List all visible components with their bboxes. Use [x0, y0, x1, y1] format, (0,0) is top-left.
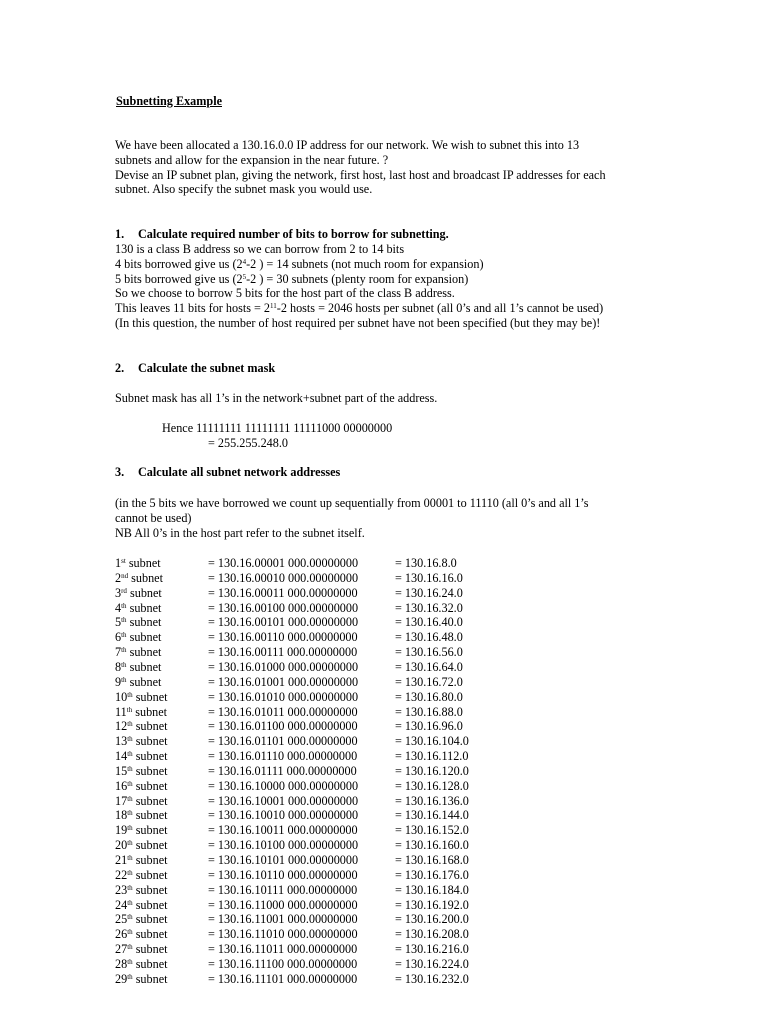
subnet-label: 3rd subnet — [115, 585, 162, 600]
section-heading-text: Calculate all subnet network addresses — [138, 465, 341, 479]
subnet-address: = 130.16.232.0 — [395, 971, 469, 986]
subnet-binary: = 130.16.11010 000.00000000 — [208, 927, 358, 942]
subnet-binary: = 130.16.11001 000.00000000 — [208, 912, 358, 927]
subnet-label: 1st subnet — [115, 556, 161, 570]
subnet-binary: = 130.16.01110 000.00000000 — [208, 749, 358, 764]
subnet-address: = 130.16.152.0 — [395, 823, 469, 838]
subnet-binary: = 130.16.01011 000.00000000 — [208, 704, 358, 719]
body-line: So we choose to borrow 5 bits for the host part of the class B address. — [115, 286, 455, 301]
subnet-label: 29th subnet — [115, 971, 168, 986]
subnet-label: 26th subnet — [115, 927, 168, 942]
intro-line: Devise an IP subnet plan, giving the network, first host, last host and broadcast IP addresses for each — [115, 167, 606, 182]
subnet-address: = 130.16.72.0 — [395, 674, 463, 689]
subnet-binary: = 130.16.10101 000.00000000 — [208, 853, 359, 867]
subnet-label: 18th subnet — [115, 808, 168, 823]
subnet-label: 8th subnet — [115, 659, 162, 674]
subnet-label: 7th subnet — [115, 645, 162, 660]
subnet-label: 4th subnet — [115, 600, 162, 615]
subnet-binary: = 130.16.11000 000.00000000 — [208, 897, 358, 912]
subnet-binary: = 130.16.11100 000.00000000 — [208, 956, 358, 971]
subnet-label: 16th subnet — [115, 778, 168, 793]
subnet-binary: = 130.16.00110 000.00000000 — [208, 630, 358, 645]
subnet-binary: = 130.16.01001 000.00000000 — [208, 674, 359, 689]
subnet-label: 12th subnet — [115, 719, 168, 734]
subnet-label: 23th subnet — [115, 882, 168, 897]
subnet-address: = 130.16.128.0 — [395, 778, 469, 793]
subnet-mask-decimal: = 255.255.248.0 — [208, 436, 288, 450]
subnet-address: = 130.16.216.0 — [395, 942, 469, 957]
subnet-address: = 130.16.96.0 — [395, 719, 463, 734]
subnet-address: = 130.16.88.0 — [395, 704, 463, 719]
body-line: 130 is a class B address so we can borrow from 2 to 14 bits — [115, 242, 405, 256]
section-heading-text: Calculate the subnet mask — [138, 361, 276, 375]
subnet-address: = 130.16.8.0 — [395, 556, 457, 570]
subnet-label: 20th subnet — [115, 838, 168, 853]
subnet-address: = 130.16.224.0 — [395, 956, 469, 971]
subnet-address: = 130.16.64.0 — [395, 659, 463, 674]
subnet-label: 21th subnet — [115, 853, 168, 867]
subnet-binary: = 130.16.00111 000.00000000 — [208, 645, 358, 660]
subnet-address: = 130.16.120.0 — [395, 763, 469, 778]
subnet-address: = 130.16.56.0 — [395, 645, 463, 660]
section-3-heading — [115, 465, 340, 480]
subnet-label: 24th subnet — [115, 897, 168, 912]
body-line: 4 bits borrowed give us ($2^4-2$ ) = 14 subnets (not much room for expansion) — [115, 256, 484, 271]
subnet-binary: = 130.16.00011 000.00000000 — [208, 585, 358, 600]
subnet-binary: = 130.16.00001 000.00000000 — [208, 556, 359, 570]
section-heading-text: Calculate required number of bits to borrow for subnetting. — [138, 227, 449, 241]
subnet-label: 17th subnet — [115, 793, 168, 808]
subnet-label: 25th subnet — [115, 912, 168, 927]
subnet-label: 11th subnet — [115, 704, 168, 719]
subnet-address: = 130.16.104.0 — [395, 734, 469, 749]
subnet-address: = 130.16.40.0 — [395, 615, 463, 630]
subnet-binary: = 130.16.10010 000.00000000 — [208, 808, 359, 823]
body-line: This leaves 11 bits for hosts = $2^{11}-2$ hosts = 2046 hosts per subnet (all 0’s and all 1’s cannot be used) — [115, 301, 604, 316]
subnet-label: 5th subnet — [115, 615, 162, 630]
section-2-heading — [115, 361, 275, 376]
subnet-address: = 130.16.192.0 — [395, 897, 469, 912]
subnet-binary: = 130.16.10111 000.00000000 — [208, 882, 358, 897]
intro-line: subnet. Also specify the subnet mask you would use. — [115, 182, 373, 197]
subnet-address: = 130.16.168.0 — [395, 853, 469, 867]
subnet-mask-description: Subnet mask has all 1’s in the network+subnet part of the address. — [115, 391, 438, 405]
subnet-binary: = 130.16.11011 000.00000000 — [208, 942, 358, 957]
subnet-address: = 130.16.184.0 — [395, 882, 469, 897]
subnet-binary: = 130.16.00010 000.00000000 — [208, 570, 359, 585]
intro-paragraph — [115, 138, 606, 197]
subnet-binary: = 130.16.10011 000.00000000 — [208, 823, 358, 838]
section-number: 1. — [115, 227, 125, 241]
subnet-binary: = 130.16.01111 000.00000000 — [208, 763, 357, 778]
subnet-binary: = 130.16.11101 000.00000000 — [208, 971, 358, 986]
subnet-label: 14th subnet — [115, 749, 168, 764]
intro-line: subnets and allow for the expansion in the near future. ? — [115, 152, 389, 167]
intro-line: We have been allocated a 130.16.0.0 IP address for our network. We wish to subnet this into 13 — [115, 138, 580, 152]
subnet-binary: = 130.16.00101 000.00000000 — [208, 615, 359, 630]
subnet-label: 10th subnet — [115, 689, 168, 704]
body-line: cannot be used) — [115, 510, 192, 525]
subnet-label: 2nd subnet — [115, 570, 163, 585]
subnet-label: 15th subnet — [115, 763, 168, 778]
subnet-binary: = 130.16.01000 000.00000000 — [208, 659, 359, 674]
subnet-label: 22th subnet — [115, 867, 168, 882]
subnet-address: = 130.16.176.0 — [395, 867, 469, 882]
document-title: Subnetting Example — [116, 94, 222, 108]
subnet-address: = 130.16.160.0 — [395, 838, 469, 853]
subnet-binary: = 130.16.10100 000.00000000 — [208, 838, 359, 853]
section-number: 3. — [115, 465, 125, 479]
subnet-label: 13th subnet — [115, 734, 168, 749]
subnet-label: 9th subnet — [115, 674, 162, 689]
body-line: 5 bits borrowed give us ($2^5-2$ ) = 30 subnets (plenty room for expansion) — [115, 271, 469, 286]
subnet-binary: = 130.16.01101 000.00000000 — [208, 734, 358, 749]
body-line: NB All 0’s in the host part refer to the subnet itself. — [115, 525, 365, 540]
subnet-address: = 130.16.16.0 — [395, 570, 463, 585]
subnet-label: 6th subnet — [115, 630, 162, 645]
subnet-label: 28th subnet — [115, 956, 168, 971]
section-number: 2. — [115, 361, 125, 375]
subnet-address: = 130.16.32.0 — [395, 600, 463, 615]
section-1-body — [115, 242, 603, 331]
subnet-address: = 130.16.136.0 — [395, 793, 469, 808]
subnet-label: 27th subnet — [115, 942, 168, 957]
subnet-address: = 130.16.208.0 — [395, 927, 469, 942]
body-line: (In this question, the number of host required per subnet have not been specified (but they may be)! — [115, 315, 601, 330]
section-1-heading — [115, 227, 449, 242]
subnet-binary: = 130.16.00100 000.00000000 — [208, 600, 359, 615]
section-3-body — [115, 496, 589, 540]
subnet-binary: = 130.16.01100 000.00000000 — [208, 719, 358, 734]
subnet-binary: = 130.16.10001 000.00000000 — [208, 793, 359, 808]
subnet-mask-binary: Hence 11111111 11111111 11111000 00000000 — [162, 421, 393, 435]
subnet-binary: = 130.16.10110 000.00000000 — [208, 867, 358, 882]
subnet-address: = 130.16.200.0 — [395, 912, 469, 927]
subnet-binary: = 130.16.01010 000.00000000 — [208, 689, 359, 704]
subnet-address: = 130.16.48.0 — [395, 630, 463, 645]
subnet-address: = 130.16.112.0 — [395, 749, 469, 764]
body-line: (in the 5 bits we have borrowed we count up sequentially from 00001 to 11110 (all 0’s and all 1’s — [115, 496, 589, 510]
subnet-binary: = 130.16.10000 000.00000000 — [208, 778, 359, 793]
subnet-address: = 130.16.24.0 — [395, 585, 463, 600]
subnet-label: 19th subnet — [115, 823, 168, 838]
subnet-address: = 130.16.144.0 — [395, 808, 469, 823]
subnet-address: = 130.16.80.0 — [395, 689, 463, 704]
